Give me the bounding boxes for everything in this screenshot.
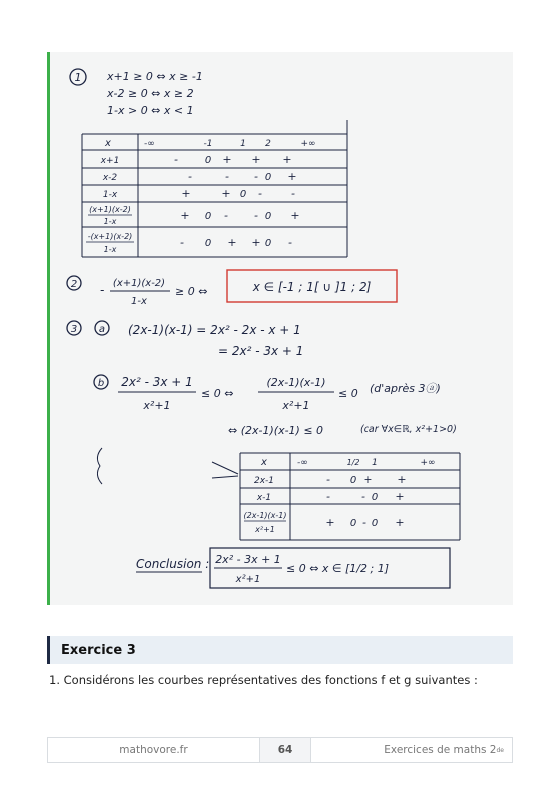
part1-line-3: 1-x > 0 ⇔ x < 1 xyxy=(107,104,194,117)
question-text: 1. Considérons les courbes représentatives des fonctions f et g suivantes : xyxy=(49,673,478,687)
footer-title xyxy=(311,738,512,762)
t1-r5-s6: - xyxy=(288,236,292,249)
t1-r2-s5: + xyxy=(287,170,297,183)
t2-r1-s3: + xyxy=(363,473,373,486)
t1-r4-s3: - xyxy=(224,209,228,222)
part3b-note-1: (d'après 3ⓐ) xyxy=(370,382,441,395)
table2-row1-label: 2x-1 xyxy=(253,476,275,486)
t1-r1-s1: - xyxy=(174,153,178,166)
t1-r5-s3: + xyxy=(227,236,237,249)
t1-r2-s1: - xyxy=(188,170,192,183)
part2-frac-den: 1-x xyxy=(131,296,147,307)
t1-r5-s5: 0 xyxy=(264,238,272,249)
table1-row1-label: x+1 xyxy=(100,156,120,166)
table1-head-x: x xyxy=(105,138,111,149)
part1-line-1: x+1 ≥ 0 ⇔ x ≥ -1 xyxy=(107,70,203,83)
footer-title-sup: de xyxy=(496,746,504,754)
table1-head-minus-inf: -∞ xyxy=(144,139,155,149)
t2-r2-s4: + xyxy=(395,490,405,503)
t1-r3-s4: - xyxy=(258,187,262,200)
t1-r5-s4: + xyxy=(251,236,261,249)
table1-row3-label: 1-x xyxy=(102,190,118,200)
t1-r1-s3: + xyxy=(222,153,232,166)
t1-r4-s4: - xyxy=(254,209,258,222)
t1-r4-s6: + xyxy=(290,209,300,222)
t1-r2-s4: 0 xyxy=(264,172,272,183)
t1-r5-s1: - xyxy=(180,236,184,249)
part3b-frac2-num: (2x-1)(x-1) xyxy=(266,376,326,389)
conclusion-frac-den: x²+1 xyxy=(235,574,261,585)
table1-row2-label: x-2 xyxy=(102,173,118,183)
t1-r1-s4: + xyxy=(251,153,261,166)
part2-number: 2 xyxy=(70,279,78,290)
t1-r3-s3: 0 xyxy=(239,189,247,200)
part1-number: 1 xyxy=(74,71,82,84)
t2-r1-s4: + xyxy=(397,473,407,486)
part3b-rel2: ≤ 0 xyxy=(338,387,358,400)
t1-r5-s2: 0 xyxy=(204,238,212,249)
t1-r3-s5: - xyxy=(291,187,295,200)
table2-head-plus-inf: +∞ xyxy=(420,458,436,468)
conclusion-frac-num: 2x² - 3x + 1 xyxy=(215,553,281,566)
t2-r2-s1: - xyxy=(326,490,330,503)
part3b-line-3: ⇔ (2x-1)(x-1) ≤ 0 xyxy=(228,424,324,437)
table2-row3-label-den: x²+1 xyxy=(255,525,275,534)
t1-r4-s5: 0 xyxy=(264,211,272,222)
t1-r2-s2: - xyxy=(225,170,229,183)
t2-r3-s5: + xyxy=(395,516,405,529)
table2-head-half: 1/2 xyxy=(346,458,360,467)
part3a-letter: a xyxy=(98,324,106,335)
part3b-rel1: ≤ 0 ⇔ xyxy=(201,387,234,400)
table1-row4-label-den: 1-x xyxy=(103,217,117,226)
t1-r1-s5: + xyxy=(282,153,292,166)
part3b-letter: b xyxy=(97,378,105,389)
table1-head-one: 1 xyxy=(240,139,246,149)
table1-row4-label-num: (x+1)(x-2) xyxy=(89,205,131,214)
part2-answer: x ∈ [-1 ; 1[ ∪ ]1 ; 2] xyxy=(252,280,372,294)
footer-title-text: Exercices de maths 2 xyxy=(384,744,497,756)
t1-r4-s2: 0 xyxy=(204,211,212,222)
part3a-line-2: = 2x² - 3x + 1 xyxy=(218,344,304,358)
t2-r3-s4: 0 xyxy=(371,518,379,529)
part2-relation: ≥ 0 ⇔ xyxy=(175,285,208,298)
t2-r3-s1: + xyxy=(325,516,335,529)
part1-line-2: x-2 ≥ 0 ⇔ x ≥ 2 xyxy=(107,87,194,100)
t2-r2-s2: - xyxy=(361,490,365,503)
table1-head-two: 2 xyxy=(265,139,271,149)
part3b-frac2-den: x²+1 xyxy=(282,399,310,412)
table2-row3-label-num: (2x-1)(x-1) xyxy=(243,511,287,520)
t2-r1-s2: 0 xyxy=(349,475,357,486)
scan-drawing xyxy=(50,52,513,605)
part3a-line-1: (2x-1)(x-1) = 2x² - 2x - x + 1 xyxy=(128,323,301,337)
table1-head-minus-one: -1 xyxy=(203,139,213,149)
handwritten-solution-scan xyxy=(47,52,513,605)
t2-r1-s1: - xyxy=(326,473,330,486)
part3b-note-2: (car ∀x∈ℝ, x²+1>0) xyxy=(360,424,457,435)
part2-frac-num: (x+1)(x-2) xyxy=(112,278,166,289)
t1-r3-s1: + xyxy=(181,187,191,200)
table2-row2-label: x-1 xyxy=(256,493,272,503)
table2-head-x: x xyxy=(261,457,267,468)
table1-row5-label-num: -(x+1)(x-2) xyxy=(87,232,133,241)
t1-r2-s3: - xyxy=(254,170,258,183)
t1-r3-s2: + xyxy=(221,187,231,200)
t1-r4-s1: + xyxy=(180,209,190,222)
t2-r2-s3: 0 xyxy=(371,492,379,503)
part3b-frac1-num: 2x² - 3x + 1 xyxy=(121,375,193,389)
exercise-title: Exercice 3 xyxy=(61,642,136,658)
table2-head-one: 1 xyxy=(372,458,378,468)
conclusion-label: Conclusion : xyxy=(136,557,210,571)
part2-lhs-sign: - xyxy=(100,283,105,297)
page-footer xyxy=(47,737,513,763)
table1-row5-label-den: 1-x xyxy=(103,245,117,254)
t1-r1-s2: 0 xyxy=(204,155,212,166)
table1-head-plus-inf: +∞ xyxy=(300,139,316,149)
footer-page-number: 64 xyxy=(259,738,311,762)
table2-head-minus-inf: -∞ xyxy=(297,458,308,468)
t2-r3-s3: - xyxy=(362,516,366,529)
part3b-frac1-den: x²+1 xyxy=(143,399,171,412)
exercise-header xyxy=(47,636,513,664)
footer-site[interactable]: mathovore.fr xyxy=(119,744,188,756)
t2-r3-s2: 0 xyxy=(349,518,357,529)
part3-number: 3 xyxy=(70,324,78,335)
conclusion-rest: ≤ 0 ⇔ x ∈ [1/2 ; 1] xyxy=(286,562,389,575)
